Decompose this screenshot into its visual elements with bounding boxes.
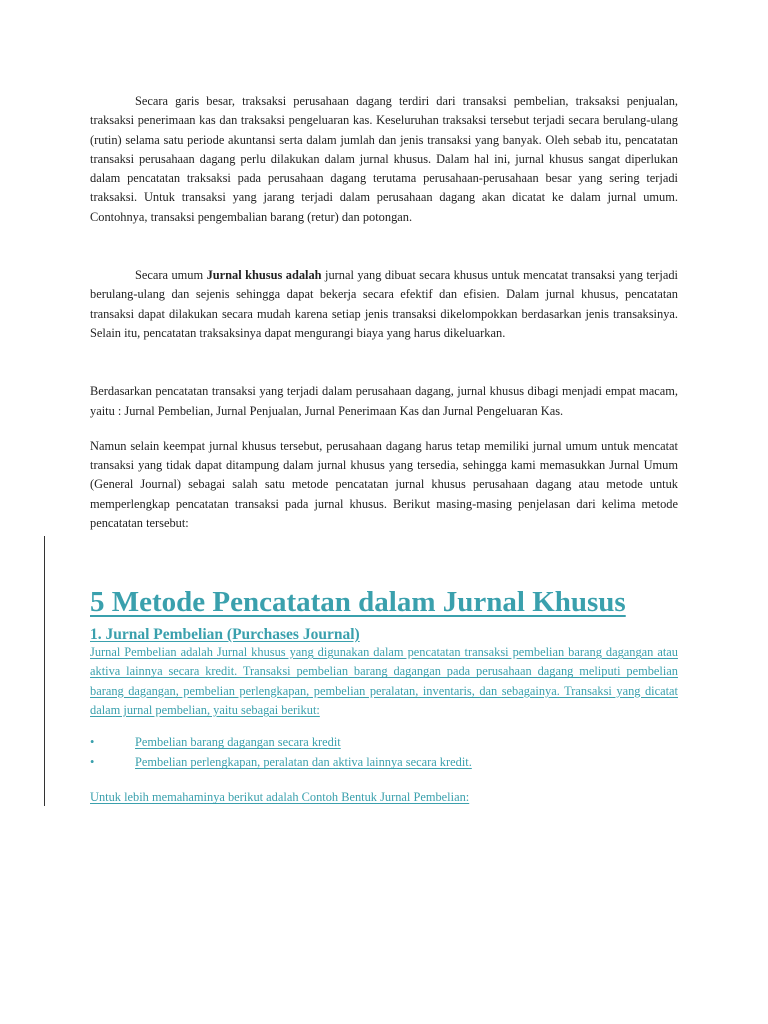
list-item-text: Pembelian barang dagangan secara kredit	[135, 735, 341, 750]
document-body	[90, 92, 678, 533]
example-link[interactable]: Untuk lebih memahaminya berikut adalah Contoh Bentuk Jurnal Pembelian:	[90, 790, 470, 805]
purchases-journal-description[interactable]: Jurnal Pembelian adalah Jurnal khusus yang digunakan dalam pencatatan transaksi pembelian barang dagangan atau aktiva lainnya secara kredit. Transaksi pembelian barang dagangan pada perusahaan dagang meliputi pembelian barang dagangan, pembelian perlengkapan, pembelian peralatan, inventaris, dan sebagainya. Transaksi yang dicatat dalam jurnal pembelian, yaitu sebagai berikut:	[90, 645, 678, 717]
paragraph-definition	[90, 266, 678, 343]
margin-change-bar	[44, 536, 45, 806]
definition-body: jurnal yang dibuat secara khusus untuk mencatat transaksi yang terjadi berulang-ulang dan sejenis sehingga dapat bekerja secara efektif dan efisien. Dalam jurnal khusus, pencatatan transaksi dapat dilakukan secara mudah karena setiap jenis transaksi dikelompokkan berdasarkan jenis transaksinya. Selain itu, pencatatan traksaksinya dapat mengurangi biaya yang harus dikeluarkan.	[90, 268, 678, 340]
section-heading: 5 Metode Pencatatan dalam Jurnal Khusus	[90, 586, 626, 618]
purchases-journal-block	[90, 643, 678, 807]
transaction-list	[90, 732, 678, 772]
bullet-icon: •	[90, 735, 95, 750]
list-item[interactable]	[90, 732, 678, 752]
bullet-icon: •	[90, 755, 95, 770]
paragraph-general-journal: Namun selain keempat jurnal khusus tersebut, perusahaan dagang harus tetap memiliki jurnal umum untuk mencatat transaksi yang tidak dapat ditampung dalam jurnal khusus yang tersedia, sehingga kami memasukkan Jurnal Umum (General Journal) sebagai salah satu metode pencatatan jurnal khusus perusahaan dagang atau metode untuk memperlengkap pencatatan transaksi pada jurnal khusus. Berikut masing-masing penjelasan dari kelima metode pencatatan tersebut:	[90, 438, 678, 531]
definition-prefix: Secara umum	[135, 268, 207, 283]
paragraph-intro: Secara garis besar, traksaksi perusahaan dagang terdiri dari transaksi pembelian, traksaksi penjualan, traksaksi penerimaan kas dan traksaksi pengeluaran kas. Keseluruhan traksaksi tersebut terjadi secara berulang-ulang (rutin) selama satu periode akuntansi serta dalam jumlah dan jenis transaksi yang banyak. Oleh sebab itu, pencatatan transaksi perusahaan dagang perlu dilakukan dalam jurnal khusus. Dalam hal ini, jurnal khusus sangat diperlukan dalam pencatatan traksaksi pada perusahaan dagang terutama perusahaan-perusahaan besar yang sering terjadi traksaksi. Untuk transaksi yang jarang terjadi dalam perusahaan dagang akan dicatat ke dalam jurnal umum. Contohnya, transaksi pengembalian barang (retur) dan potongan.	[90, 94, 678, 224]
definition-term: Jurnal khusus adalah	[206, 268, 322, 283]
list-item[interactable]	[90, 752, 678, 772]
subsection-heading[interactable]: 1. Jurnal Pembelian (Purchases Journal)	[90, 626, 360, 643]
list-item-text: Pembelian perlengkapan, peralatan dan aktiva lainnya secara kredit.	[135, 755, 472, 770]
paragraph-types: Berdasarkan pencatatan transaksi yang terjadi dalam perusahaan dagang, jurnal khusus dibagi menjadi empat macam, yaitu : Jurnal Pembelian, Jurnal Penjualan, Jurnal Penerimaan Kas dan Jurnal Pengeluaran Kas.	[90, 384, 678, 418]
